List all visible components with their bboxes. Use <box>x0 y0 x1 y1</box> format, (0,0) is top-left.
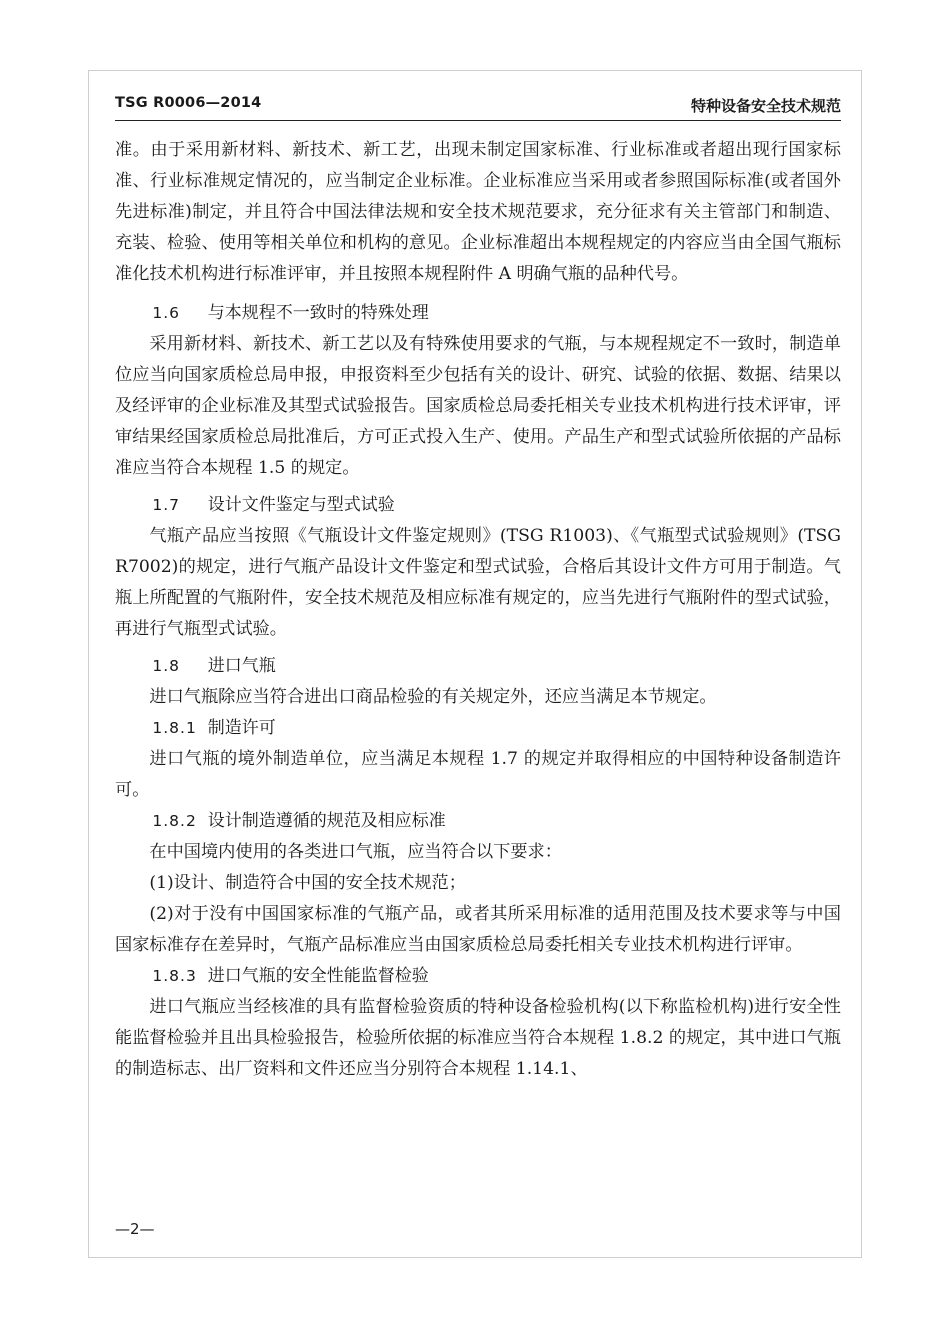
section-heading-1-8 <box>115 651 841 682</box>
section-title: 与本规程不一致时的特殊处理 <box>207 303 429 323</box>
section-heading-1-8-1 <box>115 713 841 744</box>
paragraph-continuation: 准。由于采用新材料、新技术、新工艺，出现未制定国家标准、行业标准或者超出现行国家标准、行业标准规定情况的，应当制定企业标准。企业标准应当采用或者参照国际标准(或者国外先进标准)制定，并且符合中国法律法规和安全技术规范要求，充分征求有关主管部门和制造、充装、检验、使用等相关单位和机构的意见。企业标准超出本规程规定的内容应当由全国气瓶标准化技术机构进行标准评审，并且按照本规程附件 A 明确气瓶的品种代号。 <box>115 140 841 284</box>
section-title: 设计制造遵循的规范及相应标准 <box>207 811 446 831</box>
section-number: 1.7 <box>152 496 181 514</box>
list-item: (1)设计、制造符合中国的安全技术规范； <box>149 873 466 893</box>
section-title: 进口气瓶 <box>207 656 276 676</box>
paragraph: 在中国境内使用的各类进口气瓶，应当符合以下要求： <box>149 842 562 862</box>
page-header <box>115 92 841 121</box>
page-number: —2— <box>115 1220 155 1238</box>
section-heading-1-8-2 <box>115 806 841 837</box>
standard-code: TSG R0006—2014 <box>115 95 262 111</box>
paragraph: 进口气瓶应当经核准的具有监督检验资质的特种设备检验机构(以下称监检机构)进行安全性能监督检验并且出具检验报告，检验所依据的标准应当符合本规程 1.8.2 的规定，其中进口气瓶的制造标志、出厂资料和文件还应当分别符合本规程 1.14.1、 <box>115 997 841 1079</box>
section-title: 进口气瓶的安全性能监督检验 <box>207 966 429 986</box>
section-number: 1.8.3 <box>152 967 197 985</box>
section-heading-1-6 <box>115 298 841 329</box>
section-title: 制造许可 <box>207 718 276 738</box>
section-heading-1-8-3 <box>115 961 841 992</box>
standard-series: 特种设备安全技术规范 <box>690 97 841 115</box>
section-number: 1.8 <box>152 657 181 675</box>
section-number: 1.8.1 <box>152 719 197 737</box>
paragraph: 进口气瓶的境外制造单位，应当满足本规程 1.7 的规定并取得相应的中国特种设备制造许可。 <box>115 749 841 800</box>
document-body <box>115 135 841 1085</box>
section-title: 设计文件鉴定与型式试验 <box>207 495 395 515</box>
section-number: 1.8.2 <box>152 812 197 830</box>
section-number: 1.6 <box>152 304 181 322</box>
section-heading-1-7 <box>115 490 841 521</box>
paragraph: 气瓶产品应当按照《气瓶设计文件鉴定规则》(TSG R1003)、《气瓶型式试验规则》(TSG R7002)的规定，进行气瓶产品设计文件鉴定和型式试验，合格后其设计文件方可用于制造。气瓶上所配置的气瓶附件，安全技术规范及相应标准有规定的，应当先进行气瓶附件的型式试验，再进行气瓶型式试验。 <box>115 526 841 639</box>
paragraph: 进口气瓶除应当符合进出口商品检验的有关规定外，还应当满足本节规定。 <box>149 687 717 707</box>
paragraph: 采用新材料、新技术、新工艺以及有特殊使用要求的气瓶，与本规程规定不一致时，制造单位应当向国家质检总局申报，申报资料至少包括有关的设计、研究、试验的依据、数据、结果以及经评审的企业标准及其型式试验报告。国家质检总局委托相关专业技术机构进行技术评审，评审结果经国家质检总局批准后，方可正式投入生产、使用。产品生产和型式试验所依据的产品标准应当符合本规程 1.5 的规定。 <box>115 334 841 478</box>
list-item: (2)对于没有中国国家标准的气瓶产品，或者其所采用标准的适用范围及技术要求等与中国国家标准存在差异时，气瓶产品标准应当由国家质检总局委托相关专业技术机构进行评审。 <box>115 904 841 955</box>
